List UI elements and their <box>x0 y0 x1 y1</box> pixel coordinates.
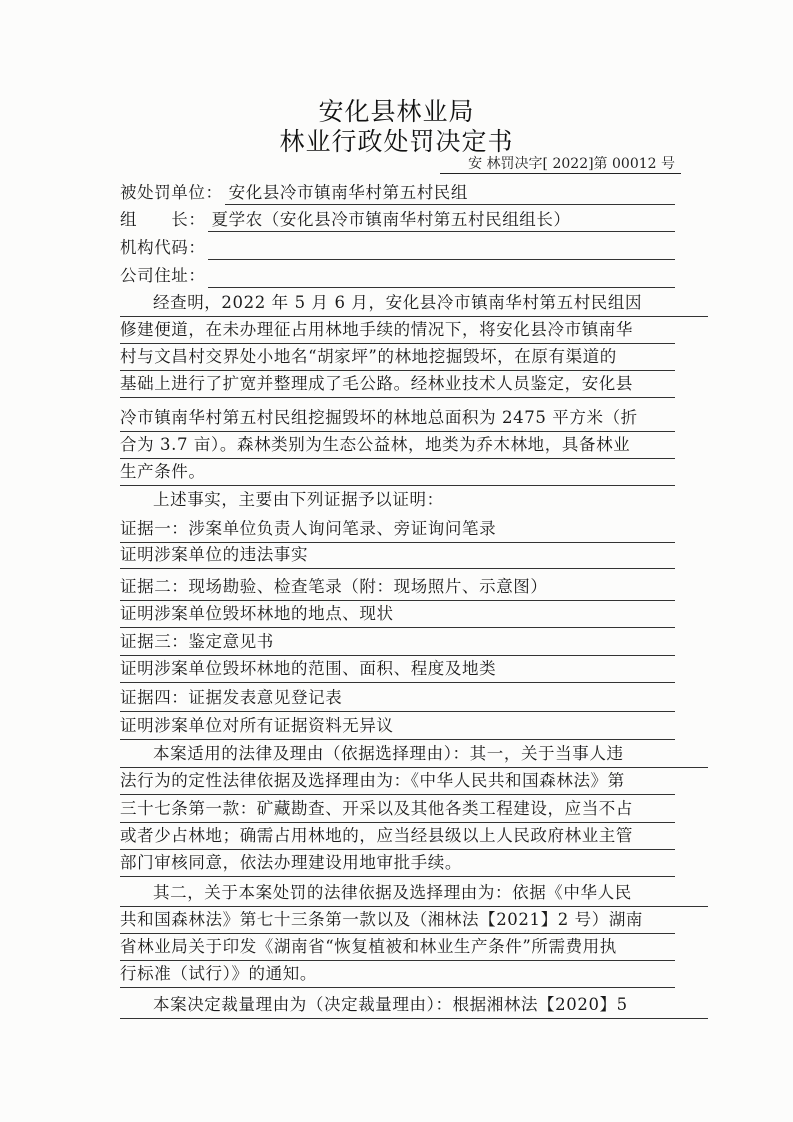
facts-line: 经查明，2022 年 5 月 6 月，安化县冷市镇南华村第五村民组因 <box>120 290 708 317</box>
facts-line: 生产条件。 <box>120 459 675 486</box>
facts-line: 基础上进行了扩宽并整理成了毛公路。经林业技术人员鉴定，安化县 <box>120 371 675 398</box>
penalty-basis-line: 省林业局关于印发《湖南省“恢复植被和林业生产条件”所需费用执 <box>120 934 675 961</box>
law-line: 部门审核同意，依法办理建设用地审批手续。 <box>120 850 675 877</box>
penalty-basis-line: 行标准（试行）》的通知。 <box>120 961 675 988</box>
document-title: 林业行政处罚决定书 <box>279 127 514 156</box>
evidence-line: 证据四：证据发表意见登记表 <box>120 685 675 712</box>
evidence-line: 证明涉案单位对所有证据资料无异议 <box>120 713 675 740</box>
leader-row <box>120 207 675 233</box>
document-number <box>440 153 681 174</box>
leader-label: 组 长： <box>120 210 206 229</box>
org-code-value <box>208 235 676 260</box>
penalty-basis-line: 共和国森林法》第七十三条第一款以及（湘林法【2021】2 号）湖南 <box>120 907 675 934</box>
evidence-line: 证据三：鉴定意见书 <box>120 629 675 656</box>
evidence-line: 证明涉案单位毁坏林地的地点、现状 <box>120 601 675 628</box>
penalty-basis-line: 其二，关于本案处罚的法律依据及选择理由为：依据《中华人民 <box>120 880 708 907</box>
evidence-line: 证据一：涉案单位负责人询问笔录、旁证询问笔录 <box>120 516 675 543</box>
punished-unit-row <box>120 180 675 206</box>
evidence-line: 证据二：现场勘验、检查笔录（附：现场照片、示意图） <box>120 574 675 601</box>
facts-line: 合为 3.7 亩）。森林类别为生态公益林，地类为乔木林地，具备林业 <box>120 432 675 459</box>
facts-line: 修建便道，在未办理征占用林地手续的情况下，将安化县冷市镇南华 <box>120 317 675 344</box>
address-label: 公司住址： <box>120 266 206 285</box>
law-line: 本案适用的法律及理由（依据选择理由）：其一，关于当事人违 <box>120 741 708 768</box>
address-value <box>208 263 676 288</box>
facts-line: 冷市镇南华村第五村民组挖掘毁坏的林地总面积为 2475 平方米（折 <box>120 405 675 432</box>
punished-unit-value: 安化县冷市镇南华村第五村民组 <box>225 180 675 205</box>
law-line: 三十七条第一款：矿藏勘查、开采以及其他各类工程建设，应当不占 <box>120 796 675 823</box>
evidence-line: 证明涉案单位的违法事实 <box>120 542 675 569</box>
address-row <box>120 263 675 289</box>
evidence-intro: 上述事实，主要由下列证据予以证明： <box>153 490 444 509</box>
discretion-line: 本案决定裁量理由为（决定裁量理由）：根据湘林法【2020】5 <box>120 992 708 1019</box>
document-number-text: 安 林罚决字[ 2022]第 00012 号 <box>440 153 681 174</box>
issuer-title: 安化县林业局 <box>318 97 475 126</box>
org-code-label: 机构代码： <box>120 238 206 257</box>
punished-unit-label: 被处罚单位： <box>120 183 223 202</box>
org-code-row <box>120 235 675 261</box>
law-line: 或者少占林地；确需占用林地的，应当经县级以上人民政府林业主管 <box>120 823 675 850</box>
leader-value: 夏学农（安化县冷市镇南华村第五村民组组长） <box>208 207 676 232</box>
law-line: 法行为的定性法律依据及选择理由为：《中华人民共和国森林法》第 <box>120 768 675 795</box>
evidence-line: 证明涉案单位毁坏林地的范围、面积、程度及地类 <box>120 656 675 683</box>
facts-line: 村与文昌村交界处小地名“胡家坪”的林地挖掘毁坏，在原有渠道的 <box>120 344 675 371</box>
